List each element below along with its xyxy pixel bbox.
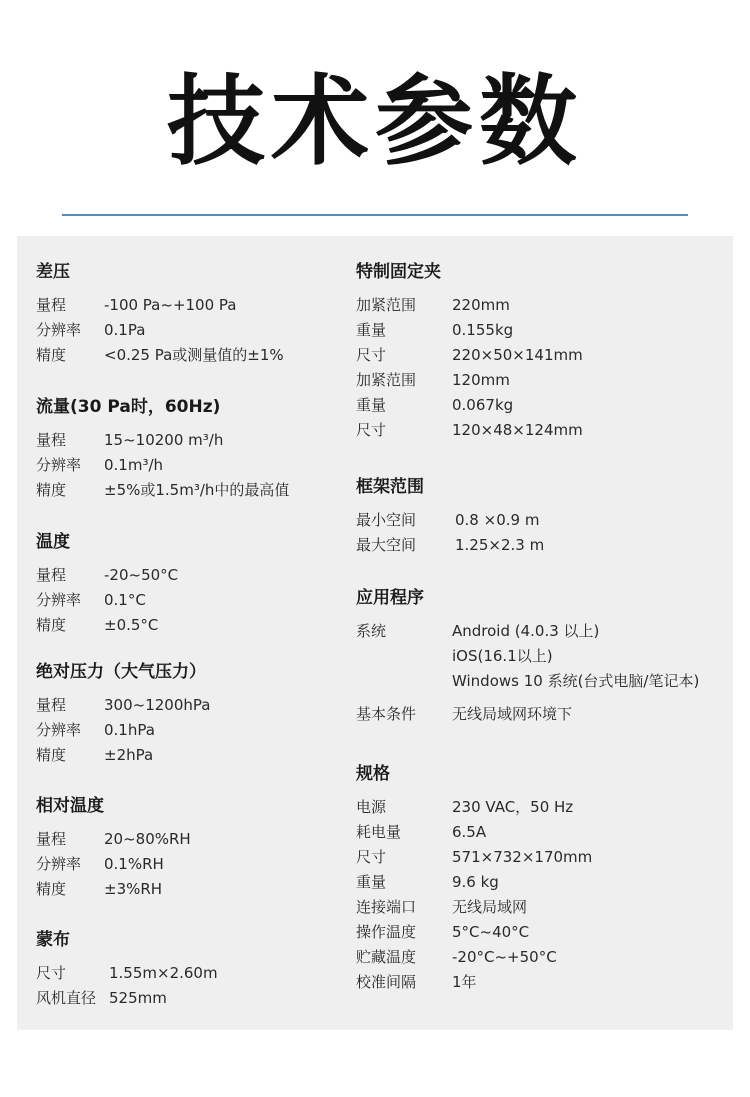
section-temperature (36, 530, 178, 638)
section-title: 特制固定夹 (356, 262, 441, 282)
spec-label: 连接端口 (356, 898, 417, 916)
spec-value: 1年 (452, 973, 477, 991)
spec-value: 无线局域网环境下 (452, 705, 573, 723)
spec-value: 0.1m³/h (104, 456, 164, 474)
spec-label: 尺寸 (356, 848, 387, 866)
spec-value: 0.1hPa (104, 721, 155, 739)
spec-row (356, 795, 592, 820)
section-title: 温度 (36, 532, 70, 552)
spec-value: 525mm (109, 989, 167, 1007)
spec-row (36, 428, 289, 453)
spec-label: 尺寸 (356, 421, 387, 439)
section-title: 蒙布 (36, 930, 70, 950)
spec-row (36, 827, 191, 852)
section-relative-humidity (36, 794, 191, 902)
spec-row (356, 343, 583, 368)
spec-label: 精度 (36, 746, 67, 764)
spec-row (36, 852, 191, 877)
spec-value: 0.1Pa (104, 321, 146, 339)
spec-value: 1.25×2.3 m (455, 536, 545, 554)
section-special-clamp (356, 260, 583, 443)
spec-label: 重量 (356, 873, 387, 891)
spec-value: 220×50×141mm (452, 346, 583, 364)
spec-value: 230 VAC，50 Hz (452, 798, 574, 816)
spec-row (356, 970, 592, 995)
spec-row (36, 478, 289, 503)
spec-value: -20°C~+50°C (452, 948, 557, 966)
spec-row (356, 418, 583, 443)
spec-label: 量程 (36, 566, 67, 584)
page-title: 技术参数 (166, 65, 583, 179)
spec-value: -100 Pa~+100 Pa (104, 296, 237, 314)
spec-row (356, 702, 699, 727)
spec-row (356, 508, 544, 533)
spec-value: 0.1%RH (104, 855, 164, 873)
section-absolute-pressure (36, 660, 210, 768)
section-frame-range (356, 475, 544, 558)
spec-value: iOS(16.1以上) (452, 647, 553, 665)
spec-label: 量程 (36, 431, 67, 449)
spec-value: 0.067kg (452, 396, 514, 414)
spec-label: 加紧范围 (356, 296, 417, 314)
spec-label: 精度 (36, 346, 67, 364)
spec-row (36, 293, 284, 318)
spec-row (36, 693, 210, 718)
spec-row (356, 820, 592, 845)
spec-label: 精度 (36, 481, 67, 499)
section-title: 差压 (36, 262, 70, 282)
spec-row (356, 318, 583, 343)
spec-value: 300~1200hPa (104, 696, 211, 714)
spec-row (36, 743, 210, 768)
spec-value: 9.6 kg (452, 873, 499, 891)
spec-row (356, 920, 592, 945)
spec-label: 最小空间 (356, 511, 417, 529)
spec-row-system (356, 619, 699, 694)
spec-value: Android (4.0.3 以上) (452, 622, 600, 640)
spec-row (36, 986, 218, 1011)
spec-row (36, 318, 284, 343)
spec-value: 120mm (452, 371, 510, 389)
spec-value: 15~10200 m³/h (104, 431, 224, 449)
spec-value: 571×732×170mm (452, 848, 593, 866)
section-application (356, 586, 699, 727)
section-title: 规格 (356, 764, 390, 784)
spec-value: 220mm (452, 296, 510, 314)
spec-row (36, 588, 178, 613)
spec-row (36, 961, 218, 986)
section-title: 流量(30 Pa时，60Hz) (36, 397, 221, 417)
spec-value: 5°C~40°C (452, 923, 530, 941)
spec-value: Windows 10 系统(台式电脑/笔记本) (452, 672, 700, 690)
spec-row (356, 368, 583, 393)
spec-value: 20~80%RH (104, 830, 191, 848)
spec-label: 最大空间 (356, 536, 417, 554)
spec-label: 风机直径 (36, 989, 97, 1007)
spec-row (36, 343, 284, 368)
spec-row (356, 870, 592, 895)
spec-label: 电源 (356, 798, 387, 816)
spec-panel (17, 236, 733, 1030)
spec-value: 120×48×124mm (452, 421, 583, 439)
spec-value: -20~50°C (104, 566, 179, 584)
section-shroud (36, 928, 218, 1011)
spec-row (356, 845, 592, 870)
title-divider (62, 214, 688, 216)
spec-row (356, 533, 544, 558)
spec-label: 量程 (36, 296, 67, 314)
spec-value: ±0.5°C (104, 616, 159, 634)
section-title: 相对温度 (36, 796, 104, 816)
spec-label: 分辨率 (36, 591, 82, 609)
spec-value: 1.55m×2.60m (109, 964, 218, 982)
spec-value: ±2hPa (104, 746, 154, 764)
spec-row (356, 895, 592, 920)
section-title: 绝对压力（大气压力） (36, 662, 206, 682)
spec-row (36, 718, 210, 743)
spec-value: ±3%RH (104, 880, 163, 898)
spec-label: 贮藏温度 (356, 948, 417, 966)
spec-label: 校准间隔 (356, 973, 417, 991)
section-title: 应用程序 (356, 588, 424, 608)
spec-label: 分辨率 (36, 721, 82, 739)
spec-label: 系统 (356, 622, 387, 640)
spec-label: 尺寸 (356, 346, 387, 364)
spec-label: 基本条件 (356, 705, 417, 723)
spec-label: 精度 (36, 880, 67, 898)
spec-value: 0.8 ×0.9 m (455, 511, 540, 529)
spec-row (356, 945, 592, 970)
spec-value: 无线局域网 (452, 898, 528, 916)
section-flow (36, 395, 289, 503)
spec-label: 尺寸 (36, 964, 67, 982)
section-title: 框架范围 (356, 477, 424, 497)
section-differential-pressure (36, 260, 284, 368)
spec-label: 精度 (36, 616, 67, 634)
spec-row (356, 293, 583, 318)
spec-value: 0.1°C (104, 591, 146, 609)
spec-value: 0.155kg (452, 321, 514, 339)
spec-label: 分辨率 (36, 321, 82, 339)
spec-value: ±5%或1.5m³/h中的最高值 (104, 481, 290, 499)
spec-value-list (452, 619, 699, 694)
spec-row (36, 613, 178, 638)
spec-label: 分辨率 (36, 855, 82, 873)
section-specifications (356, 762, 592, 995)
spec-row (356, 393, 583, 418)
spec-row (36, 563, 178, 588)
spec-label: 加紧范围 (356, 371, 417, 389)
spec-label: 重量 (356, 396, 387, 414)
spec-label: 重量 (356, 321, 387, 339)
spec-value: <0.25 Pa或测量值的±1% (104, 346, 284, 364)
spec-value: 6.5A (452, 823, 487, 841)
spec-row (36, 877, 191, 902)
spec-label: 分辨率 (36, 456, 82, 474)
spec-label: 操作温度 (356, 923, 417, 941)
spec-label: 耗电量 (356, 823, 402, 841)
spec-row (36, 453, 289, 478)
spec-label: 量程 (36, 830, 67, 848)
spec-label: 量程 (36, 696, 67, 714)
